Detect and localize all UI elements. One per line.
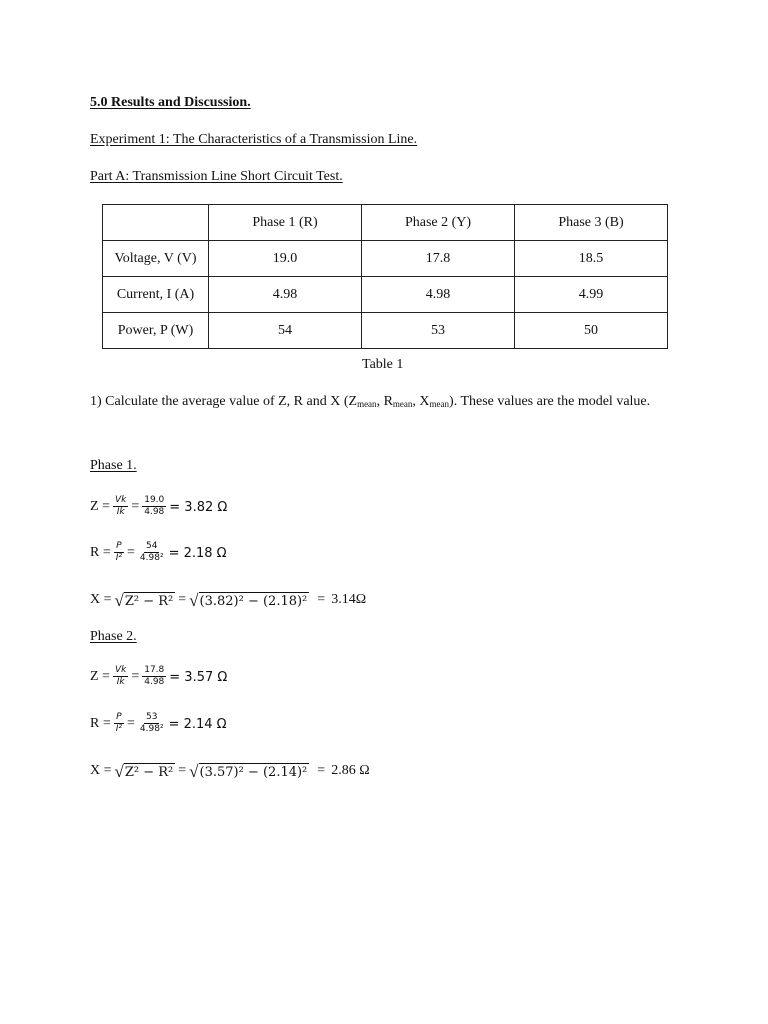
subscript-mean: mean: [429, 399, 450, 409]
experiment-title: Experiment 1: The Characteristics of a Transmission Line.: [90, 132, 418, 147]
numerator: Vk: [114, 494, 127, 505]
numerator: 19.0: [144, 494, 165, 505]
symbolic-fraction: [114, 541, 124, 564]
table-row: [103, 277, 668, 313]
section-heading: 5.0 Results and Discussion.: [90, 95, 251, 110]
phase2-x-equation: X = √ Z² − R² = √ (3.57)² − (2.14)² = 2.86 Ω: [90, 761, 370, 781]
part-title: Part A: Transmission Line Short Circuit Test.: [90, 169, 343, 184]
subscript-mean: mean: [357, 399, 377, 409]
result: = 3.82 Ω: [169, 499, 228, 515]
symbolic-fraction: [113, 665, 128, 688]
question-text: 1) Calculate the average value of Z, R and X (Z: [90, 394, 358, 409]
numeric-fraction: [142, 495, 166, 518]
sqrt-numeric: √ (3.57)² − (2.14)²: [189, 761, 308, 781]
phase2-title: Phase 2.: [90, 629, 137, 644]
phase1-x-equation: X = √ Z² − R² = √ (3.82)² − (2.18)² = 3.14Ω: [90, 590, 367, 610]
result: = 2.18 Ω: [168, 545, 227, 561]
denominator: 4.98²: [139, 552, 164, 563]
symbolic-fraction: [114, 712, 124, 735]
table-header-cell: Phase 2 (Y): [362, 205, 515, 241]
symbolic-fraction: [113, 495, 128, 518]
phase1-title: Phase 1.: [90, 458, 137, 473]
question-paragraph: [90, 389, 678, 415]
radicand: Z² − R²: [124, 764, 174, 780]
table-cell: 4.98: [209, 277, 362, 313]
table-cell: 50: [515, 313, 668, 349]
table-header-row: [103, 205, 668, 241]
result: 3.14Ω: [331, 592, 367, 607]
lhs: R =: [90, 545, 111, 560]
table-caption: Table 1: [362, 357, 404, 372]
question-text: , R: [376, 394, 393, 409]
results-table: [102, 204, 668, 349]
row-label: Current, I (A): [103, 277, 209, 313]
table-row: [103, 313, 668, 349]
denominator: 4.98: [144, 676, 165, 687]
table-header-cell: [103, 205, 209, 241]
denominator: I²: [115, 723, 122, 734]
lhs: Z =: [90, 669, 110, 684]
radicand: Z² − R²: [124, 593, 174, 609]
lhs: X =: [90, 763, 112, 778]
numeric-fraction: [138, 712, 166, 735]
row-label: Voltage, V (V): [103, 241, 209, 277]
phase2-r-equation: R = $\frac{P}{\text{I²}}$ = $\frac{53}{\text{4.98²}}$ = 2.14 Ω: [90, 711, 227, 734]
subscript-mean: mean: [392, 399, 413, 409]
sqrt-symbolic: √ Z² − R²: [114, 761, 174, 781]
row-label: Power, P (W): [103, 313, 209, 349]
numerator: 54: [146, 540, 158, 551]
lhs: X =: [90, 592, 112, 607]
phase2-z-equation: Z = $\frac{Vk}{Ik}$ = $\frac{17.8}{4.98}$ = 3.57 Ω: [90, 664, 228, 687]
result: 2.86 Ω: [331, 763, 370, 778]
result: = 2.14 Ω: [168, 716, 227, 732]
lhs: R =: [90, 716, 111, 731]
table-cell: 4.98: [362, 277, 515, 313]
table-cell: 53: [362, 313, 515, 349]
phase1-r-equation: R = $\frac{P}{\text{I²}}$ = $\frac{54}{\text{4.98²}}$ = 2.18 Ω: [90, 540, 227, 563]
table-header-cell: Phase 1 (R): [209, 205, 362, 241]
denominator: 4.98: [144, 506, 165, 517]
denominator: I²: [115, 552, 122, 563]
numerator: 53: [146, 711, 158, 722]
question-text: ). These values are the model value.: [449, 394, 651, 409]
question-text: , X: [412, 394, 430, 409]
denominator: Ik: [116, 676, 125, 687]
numerator: Vk: [114, 664, 127, 675]
numerator: 17.8: [144, 664, 165, 675]
table-cell: 54: [209, 313, 362, 349]
table-header-cell: Phase 3 (B): [515, 205, 668, 241]
numerator: P: [116, 540, 122, 551]
radicand: (3.57)² − (2.14)²: [199, 764, 308, 780]
table-row: [103, 241, 668, 277]
phase1-z-equation: Z = $\frac{Vk}{Ik}$ = $\frac{19.0}{4.98}$ = 3.82 Ω: [90, 494, 228, 517]
lhs: Z =: [90, 499, 110, 514]
sqrt-symbolic: √ Z² − R²: [114, 590, 174, 610]
radicand: (3.82)² − (2.18)²: [199, 593, 308, 609]
sqrt-numeric: √ (3.82)² − (2.18)²: [189, 590, 308, 610]
result: = 3.57 Ω: [169, 669, 228, 685]
denominator: Ik: [116, 506, 125, 517]
table-cell: 19.0: [209, 241, 362, 277]
numeric-fraction: [138, 541, 166, 564]
numeric-fraction: [142, 665, 166, 688]
denominator: 4.98²: [139, 723, 164, 734]
numerator: P: [116, 711, 122, 722]
table-cell: 17.8: [362, 241, 515, 277]
table-cell: 4.99: [515, 277, 668, 313]
table-cell: 18.5: [515, 241, 668, 277]
